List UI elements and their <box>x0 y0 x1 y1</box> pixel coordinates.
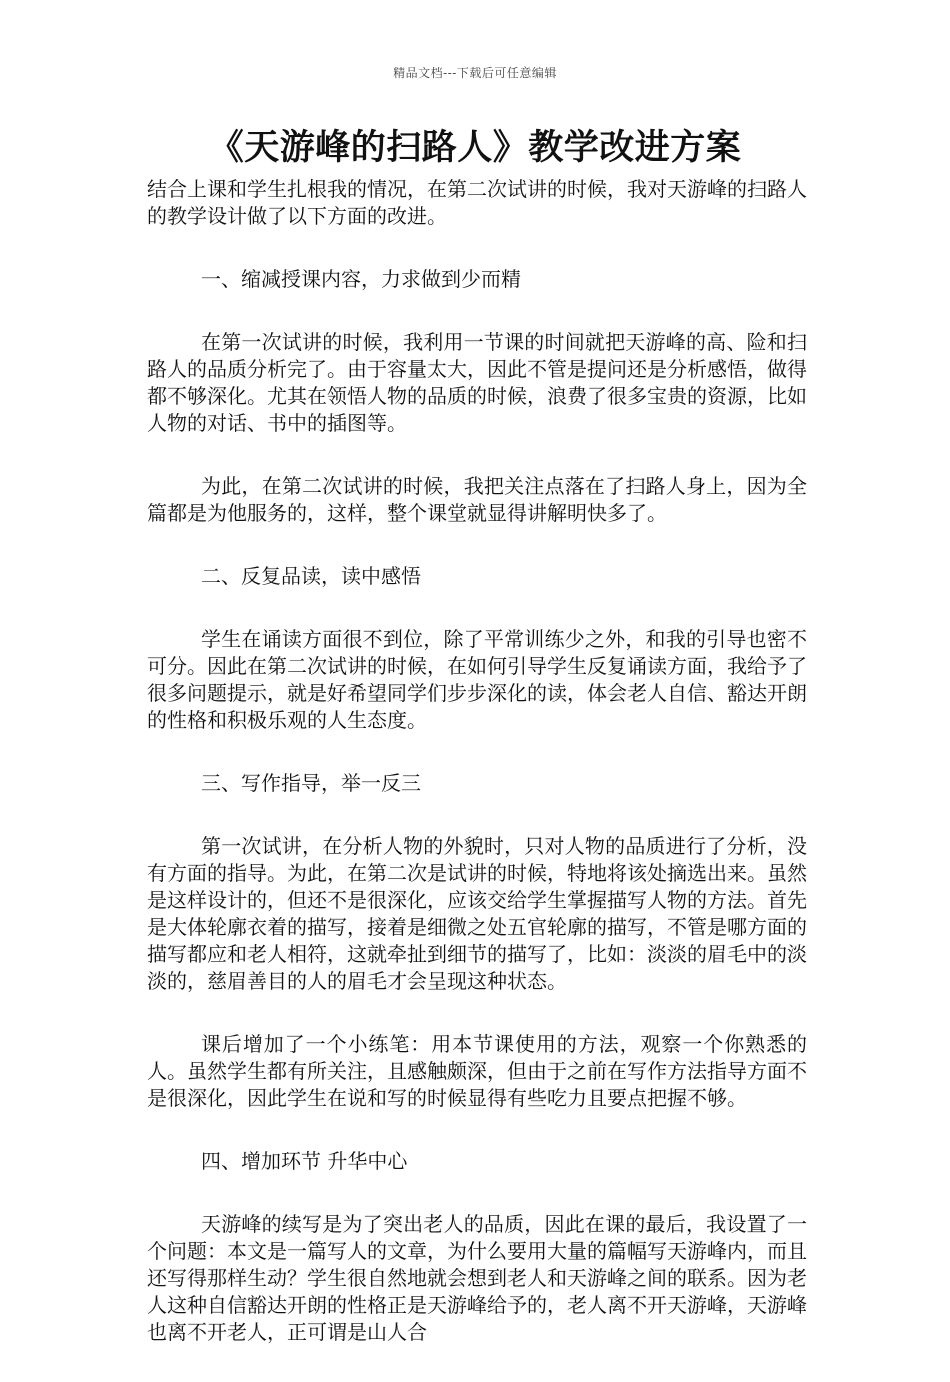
section-2-paragraph-1: 学生在诵读方面很不到位，除了平常训练少之外，和我的引导也密不可分。因此在第二次试讲的时候，在如何引导学生反复诵读方面，我给予了很多问题提示，就是好希望同学们步步深化的读，体会老人自信、豁达开朗的性格和积极乐观的人生态度。 <box>147 627 807 732</box>
section-4-paragraph-1: 天游峰的续写是为了突出老人的品质，因此在课的最后，我设置了一个问题：本文是一篇写人的文章，为什么要用大量的篇幅写天游峰内，而且还写得那样生动？学生很自然地就会想到老人和天游峰之间的联系。因为老人这种自信豁达开朗的性格正是天游峰给予的，老人离不开天游峰，天游峰也离不开老人，正可谓是山人合 <box>147 1212 807 1344</box>
section-1-paragraph-2: 为此，在第二次试讲的时候，我把关注点落在了扫路人身上，因为全篇都是为他服务的，这样，整个课堂就显得讲解明快多了。 <box>147 474 807 525</box>
section-1-paragraph-1: 在第一次试讲的时候，我利用一节课的时间就把天游峰的高、险和扫路人的品质分析完了。由于容量太大，因此不管是提问还是分析感悟，做得都不够深化。尤其在领悟人物的品质的时候，浪费了很多宝贵的资源，比如人物的对话、书中的插图等。 <box>147 330 807 435</box>
section-1-heading: 一、缩减授课内容，力求做到少而精 <box>201 267 521 291</box>
document-title: 《天游峰的扫路人》教学改进方案 <box>208 127 742 168</box>
section-3-heading: 三、写作指导，举一反三 <box>201 771 421 795</box>
section-4-heading: 四、增加环节 升华中心 <box>201 1149 408 1173</box>
document-body <box>147 176 807 1382</box>
intro-paragraph: 结合上课和学生扎根我的情况，在第二次试讲的时候，我对天游峰的扫路人的教学设计做了以下方面的改进。 <box>147 177 807 228</box>
section-2-heading: 二、反复品读，读中感悟 <box>201 564 421 588</box>
section-3-paragraph-2: 课后增加了一个小练笔：用本节课使用的方法，观察一个你熟悉的人。虽然学生都有所关注，且感触颇深，但由于之前在写作方法指导方面不是很深化，因此学生在说和写的时候显得有些吃力且要点把握不够。 <box>147 1032 807 1110</box>
section-3-paragraph-1: 第一次试讲，在分析人物的外貌时，只对人物的品质进行了分析，没有方面的指导。为此，在第二次是试讲的时候，特地将该处摘选出来。虽然是这样设计的，但还不是很深化，应该交给学生掌握描写人物的方法。首先是大体轮廓衣着的描写，接着是细微之处五官轮廓的描写，不管是哪方面的描写都应和老人相符，这就牵扯到细节的描写了，比如：淡淡的眉毛中的淡淡的，慈眉善目的人的眉毛才会呈现这种状态。 <box>147 834 807 993</box>
page-header-note: 精品文档---下载后可任意编辑 <box>393 66 557 80</box>
